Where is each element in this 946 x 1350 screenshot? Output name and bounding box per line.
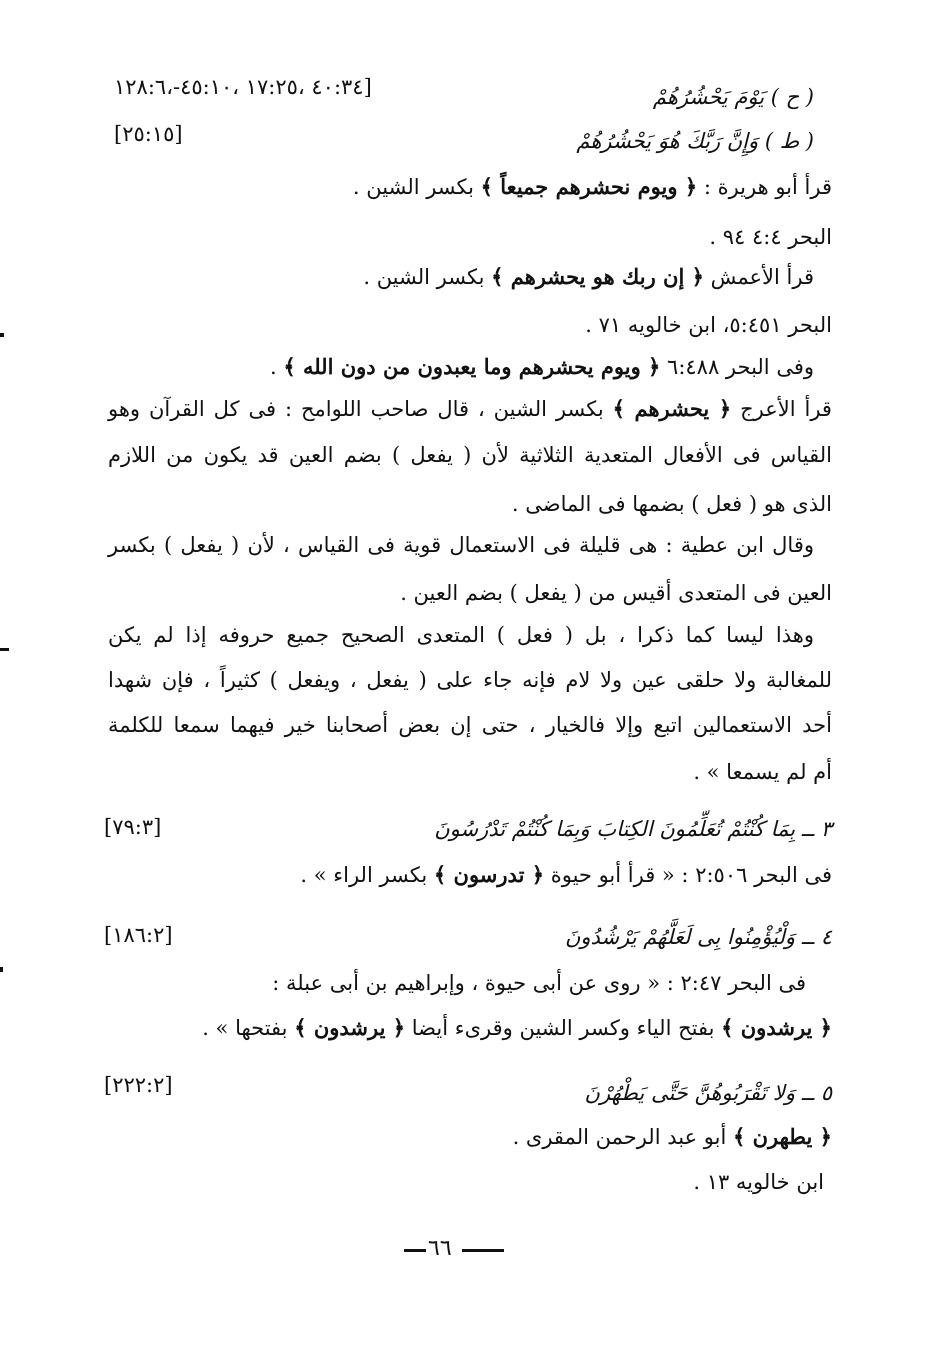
verse-line-5: ٥ ــ وَلا تَقْرَبُوهُنَّ حَتَّى يَطْهُرْنَ <box>584 1081 832 1105</box>
line-07 <box>270 352 814 382</box>
line-23 <box>513 1122 832 1152</box>
scan-mark-left-2 <box>0 648 9 651</box>
reading-note: بفتحها » . <box>202 1016 288 1040</box>
line-16: أم لم يسمعا » . <box>693 760 832 784</box>
source-ref: فى البحر ٢:٥٠٦ : « قرأ أبو حيوة <box>550 863 832 887</box>
reference-h: [٤٠:٣٤ ،١٧:٢٥ ،٤٥:١٠-،١٢٨:٦ <box>114 75 372 99</box>
reader-abu-hurayra: قرأ أبو هريرة : <box>703 175 832 199</box>
reference-4: [١٨٦:٢] <box>104 923 173 947</box>
quranic-reading: ﴿ يحشرهم ﴾ <box>612 396 732 421</box>
line-15: أحد الاستعمالين اتبع وإلا فالخيار ، حتى إن بعض أصحابنا خير فيهما سمعا للكلمة <box>108 713 832 737</box>
verse-line-t: ( ط ) وَإِنَّ رَبَّكَ هُوَ يَحْشُرُهُمْ <box>576 129 814 153</box>
line-03 <box>353 172 832 202</box>
reading-note: بفتح الياء وكسر الشين وقرىء أيضا <box>411 1016 715 1040</box>
reference-5: [٢٢٢:٢] <box>104 1073 173 1097</box>
line-21 <box>202 1013 832 1043</box>
line-09: القياس فى الأفعال المتعدية الثلاثية لأن ( يفعل ) بضم العين قد يكون من اللازم <box>108 443 832 467</box>
quranic-reading: ﴿ يرشدون ﴾ <box>294 1015 406 1040</box>
page-number-dash-right <box>462 1249 504 1252</box>
line-10: الذى هو ( فعل ) بضمها فى الماضى . <box>511 492 832 516</box>
reference-t: [٢٥:١٥] <box>114 122 183 146</box>
line-08 <box>108 394 832 424</box>
line-24: ابن خالويه ١٣ . <box>693 1170 824 1194</box>
line-05 <box>363 262 814 292</box>
verse-line-4: ٤ ــ وَلْيُؤْمِنُوا بِى لَعَلَّهُمْ يَرْشُدُونَ <box>564 925 832 949</box>
source-ref: وفى البحر ٦:٤٨٨ <box>667 355 814 379</box>
punctuation: . <box>269 355 277 379</box>
line-12: العين فى المتعدى أقيس من ( يفعل ) بضم العين . <box>400 581 832 605</box>
reader-al-amash: قرأ الأعمش <box>710 265 814 289</box>
page-number: ٦٦ <box>428 1236 452 1261</box>
line-13: وهذا ليسا كما ذكرا ، بل ( فعل ) المتعدى الصحيح جميع حروفه إذا لم يكن <box>108 623 814 647</box>
page-number-dash-left <box>404 1249 426 1252</box>
quranic-reading: ﴿ يطهرن ﴾ <box>733 1124 832 1149</box>
line-18 <box>300 860 832 890</box>
reading-note: بكسر الشين . <box>352 175 474 199</box>
quranic-reading: ﴿ تدرسون ﴾ <box>433 862 545 887</box>
line-04: البحر ٤:٤ ٩٤ . <box>709 225 832 249</box>
quranic-reading: ﴿ يرشدون ﴾ <box>721 1015 832 1040</box>
scan-mark-left-3 <box>0 967 3 972</box>
reader-note: أبو عبد الرحمن المقرى . <box>512 1125 727 1149</box>
verse-line-3: ٣ ــ بِمَا كُنْتُمْ تُعَلِّمُونَ الكِتابَ وَبِمَا كُنْتُمْ تَدْرُسُونَ <box>434 817 832 841</box>
reader-al-araj: قرأ الأعرج <box>740 397 832 421</box>
verse-line-h: ( ح ) يَوْمَ يَحْشُرُهُمْ <box>652 85 814 109</box>
quranic-reading: ﴿ ويوم نحشرهم جميعاً ﴾ <box>480 174 698 199</box>
line-11: وقال ابن عطية : هى قليلة فى الاستعمال قوية فى القياس ، لأن ( يفعل ) بكسر <box>108 533 814 557</box>
commentary: بكسر الشين ، قال صاحب اللوامح : فى كل القرآن وهو <box>108 397 604 421</box>
reading-note: بكسر الراء » . <box>300 863 428 887</box>
line-06: البحر ٥:٤٥١، ابن خالويه ٧١ . <box>585 313 832 337</box>
reading-note: بكسر الشين . <box>363 265 485 289</box>
reference-3: [٧٩:٣] <box>104 815 162 839</box>
line-20: فى البحر ٢:٤٧ : « روى عن أبى حيوة ، وإبراهيم بن أبى عبلة : <box>272 971 806 995</box>
quranic-reading: ﴿ إن ربك هو يحشرهم ﴾ <box>491 264 704 289</box>
line-14: للمغالبة ولا حلقى عين ولا لام فإنه جاء على ( يفعل ، ويفعل ) كثيراً ، فإن شهدا <box>108 668 832 692</box>
quranic-reading: ﴿ ويوم يحشرهم وما يعبدون من دون الله ﴾ <box>283 354 661 379</box>
scan-mark-left-1 <box>0 333 4 337</box>
